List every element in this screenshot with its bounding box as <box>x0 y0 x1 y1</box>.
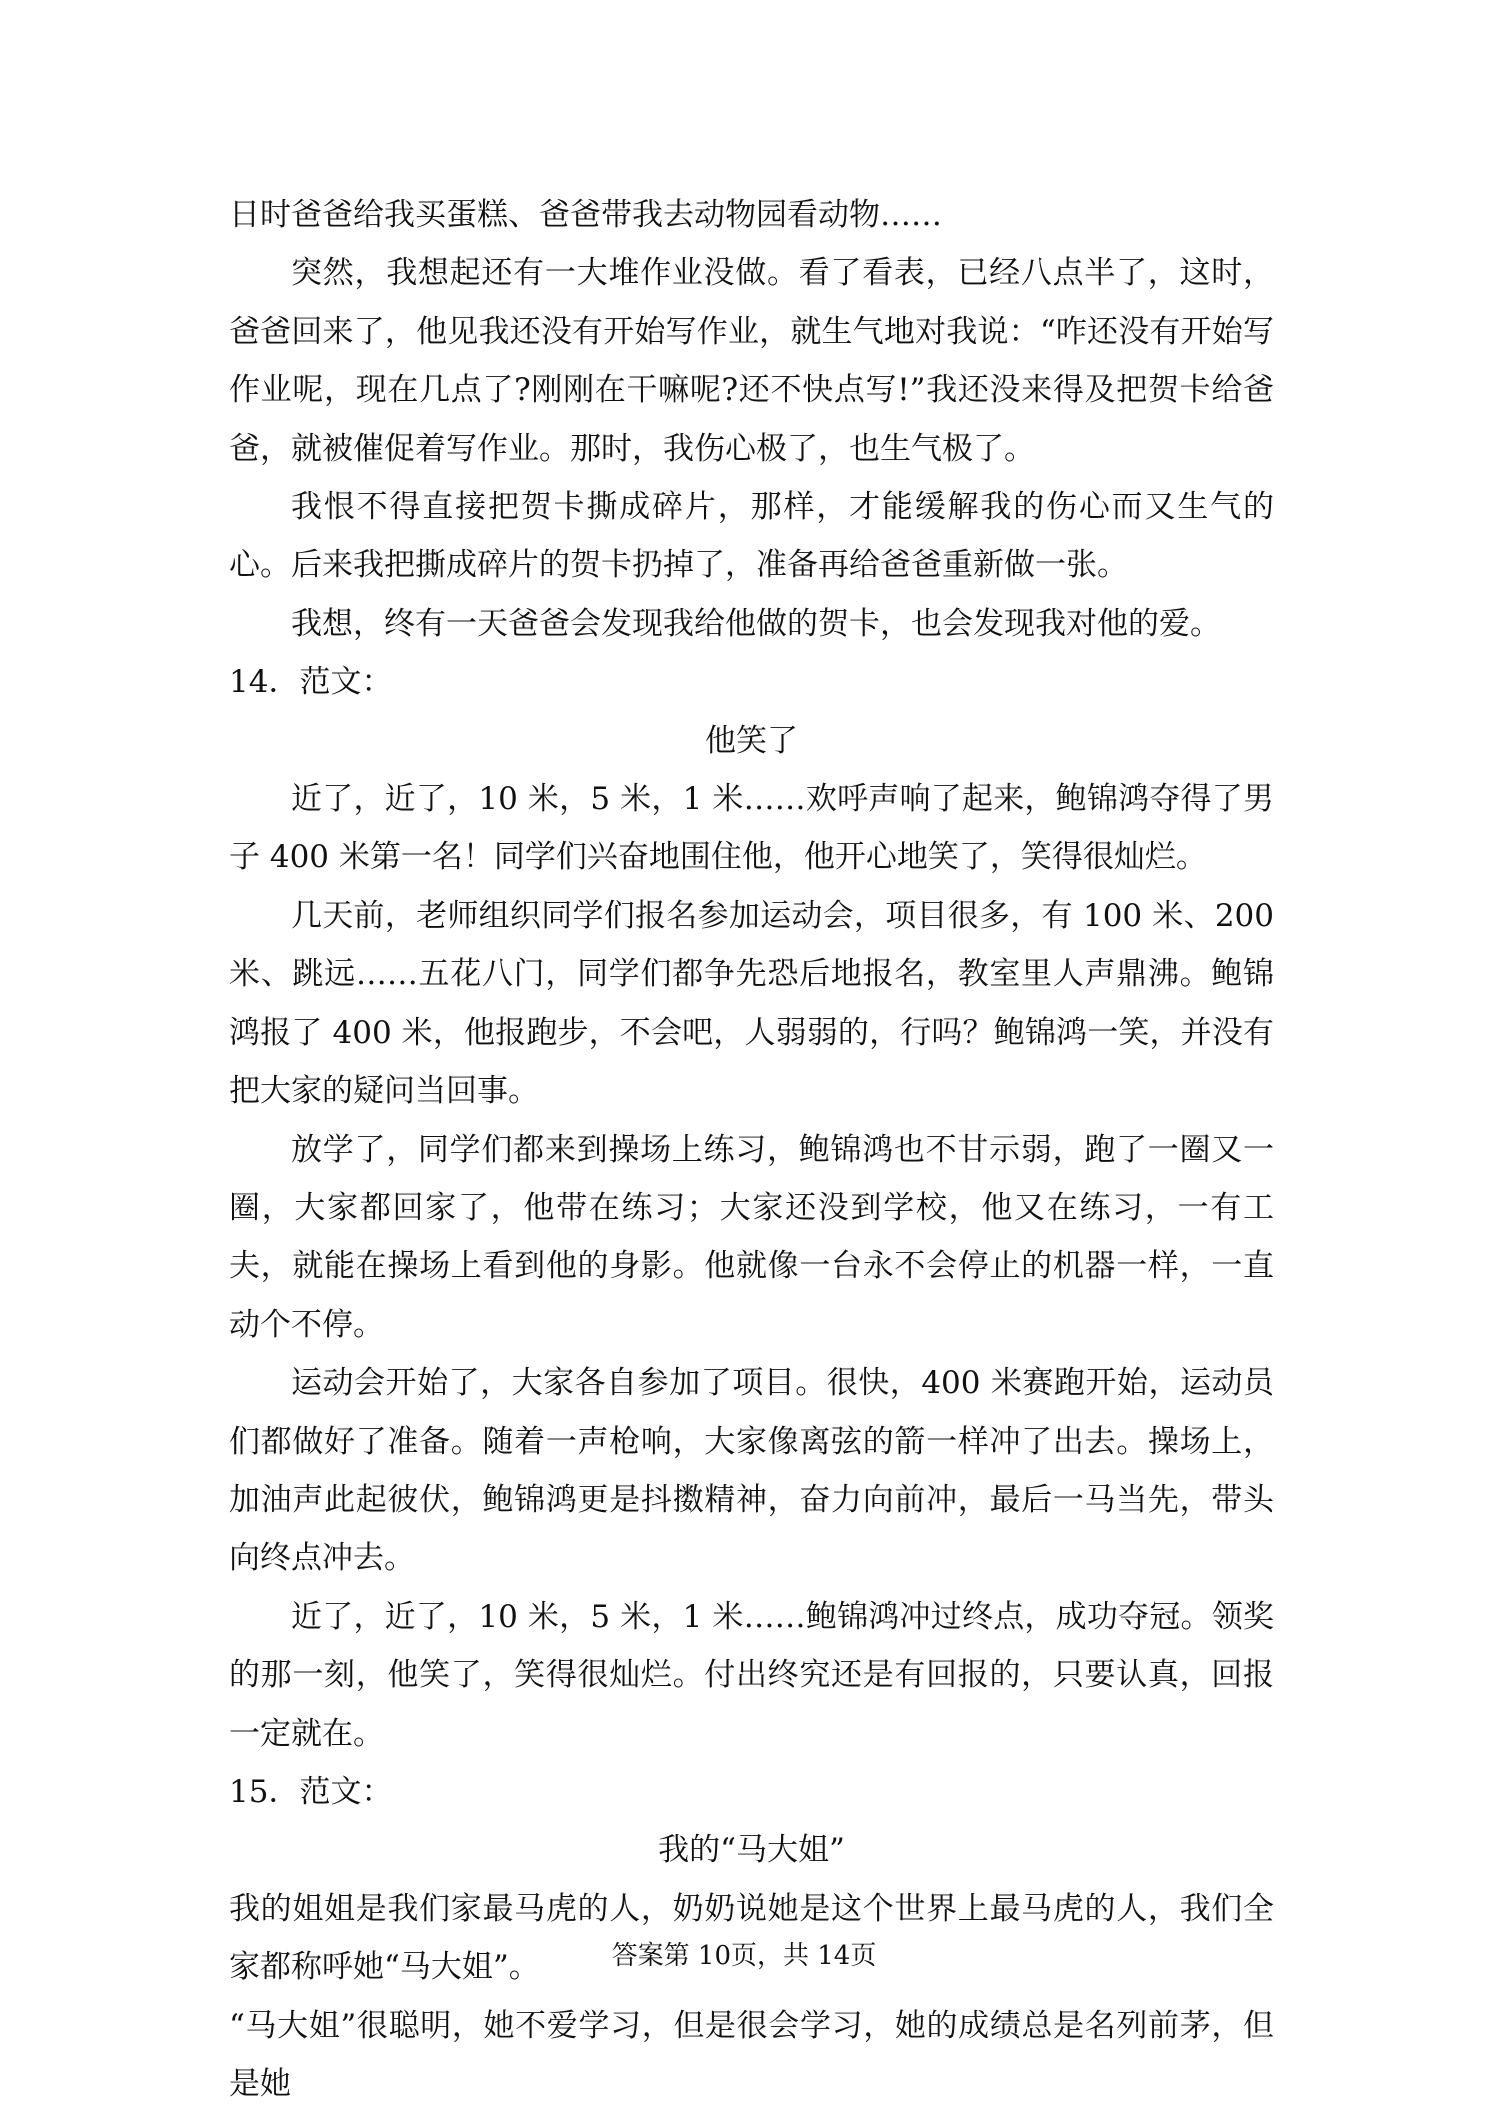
paragraph: 近了，近了，10 米，5 米，1 米……鲍锦鸿冲过终点，成功夺冠。领奖的那一刻，他笑了，笑得很灿烂。付出终究还是有回报的，只要认真，回报一定就在。 <box>229 1598 1274 1752</box>
paragraph: 我想，终有一天爸爸会发现我给他做的贺卡，也会发现我对他的爱。 <box>291 605 1221 642</box>
page-footer: 答案第 10页，共 14页 <box>611 1941 877 1971</box>
paragraph: 我恨不得直接把贺卡撕成碎片，那样，才能缓解我的伤心而又生气的心。后来我把撕成碎片的贺卡扔掉了，准备再给爸爸重新做一张。 <box>229 489 1274 584</box>
question-number: 14．范文： <box>229 664 393 701</box>
paragraph: “马大姐”很聪明，她不爱学习，但是很会学习，她的成绩总是名列前茅，但是她 <box>229 2007 1274 2102</box>
paragraph: 突然，我想起还有一大堆作业没做。看了看表，已经八点半了，这时，爸爸回来了，他见我还没有开始写作业，就生气地对我说：“咋还没有开始写作业呢，现在几点了?刚刚在干嘛呢?还不快点写!”我还没来得及把贺卡给爸爸，就被催促着写作业。那时，我伤心极了，也生气极了。 <box>229 255 1274 467</box>
question-number: 15．范文： <box>229 1773 393 1810</box>
document-body <box>229 186 1274 2113</box>
essay-title: 我的“马大姐” <box>658 1832 845 1869</box>
paragraph: 我的姐姐是我们家最马虎的人，奶奶说她是这个世界上最马虎的人，我们全家都称呼她“马大姐”。 <box>229 1890 1274 1986</box>
paragraph: 运动会开始了，大家各自参加了项目。很快，400 米赛跑开始，运动员们都做好了准备。随着一声枪响，大家像离弦的箭一样冲了出去。操场上，加油声此起彼伏，鲍锦鸿更是抖擞精神，奋力向前冲，最后一马当先，带头向终点冲去。 <box>229 1365 1274 1577</box>
essay-title: 他笑了 <box>705 722 798 759</box>
paragraph: 几天前，老师组织同学们报名参加运动会，项目很多，有 100 米、200 米、跳远……五花八门，同学们都争先恐后地报名，教室里人声鼎沸。鲍锦鸿报了 400 米，他报跑步，不会吧，人弱弱的，行吗？鲍锦鸿一笑，并没有把大家的疑问当回事。 <box>229 897 1274 1110</box>
paragraph: 近了，近了，10 米，5 米，1 米……欢呼声响了起来，鲍锦鸿夺得了男子 400 米第一名！同学们兴奋地围住他，他开心地笑了，笑得很灿烂。 <box>229 781 1274 876</box>
paragraph: 放学了，同学们都来到操场上练习，鲍锦鸿也不甘示弱，跑了一圈又一圈，大家都回家了，他带在练习；大家还没到学校，他又在练习，一有工夫，就能在操场上看到他的身影。他就像一台永不会停止的机器一样，一直动个不停。 <box>229 1131 1274 1343</box>
paragraph: 日时爸爸给我买蛋糕、爸爸带我去动物园看动物…… <box>229 197 942 233</box>
